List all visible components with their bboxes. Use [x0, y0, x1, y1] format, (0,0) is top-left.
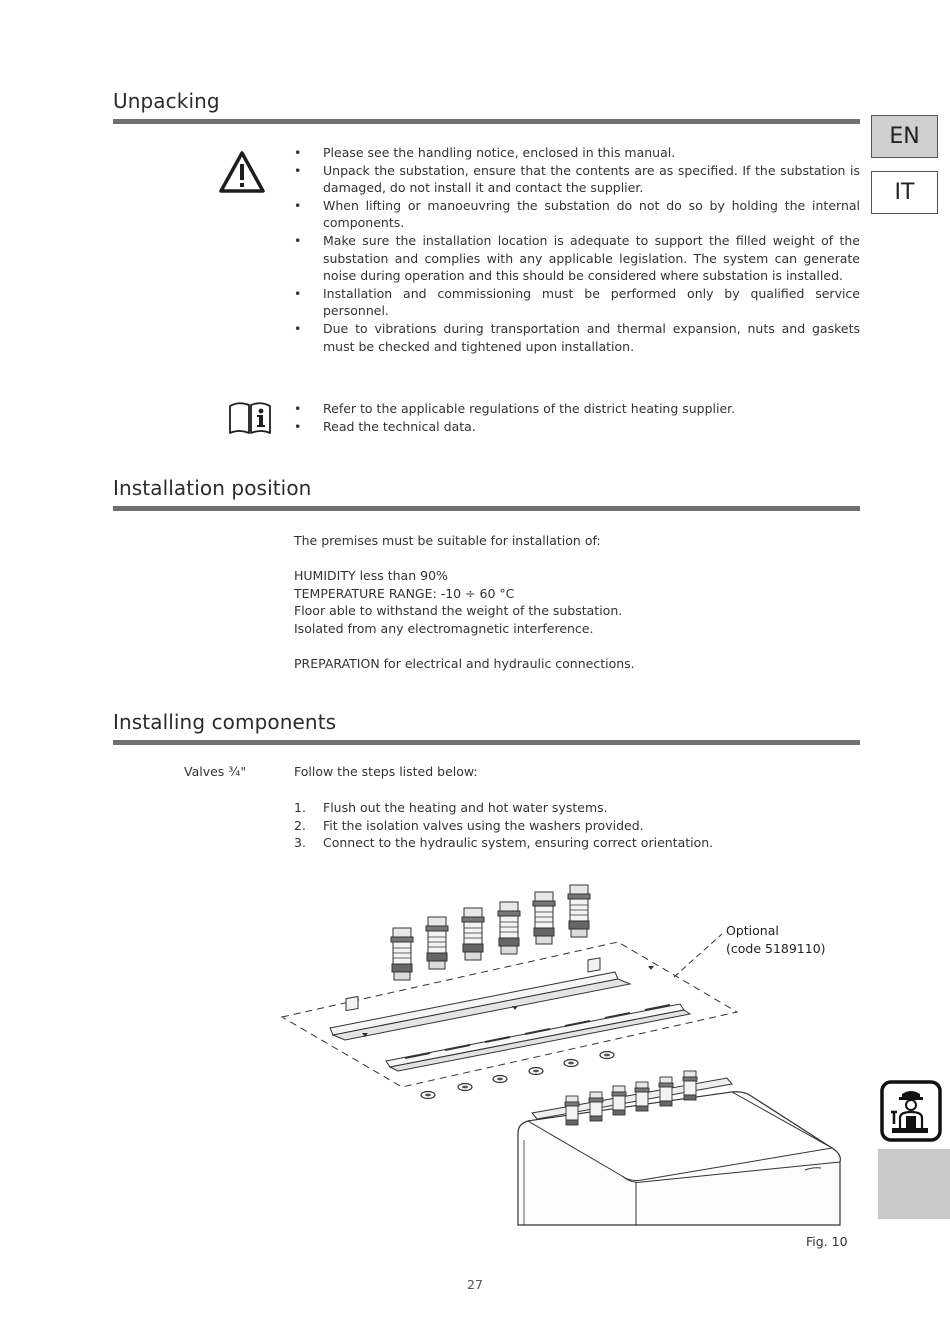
- installer-technician-icon: [880, 1080, 942, 1146]
- tab-language-it[interactable]: IT: [871, 171, 938, 214]
- side-chapter-block: [878, 1149, 950, 1219]
- figure-caption: Fig. 10: [806, 1234, 848, 1249]
- step-text: Fit the isolation valves using the washers provided.: [323, 817, 644, 833]
- list-item: • Unpack the substation, ensure that the contents are as specified. If the substation is damaged, do not install it and contact the supplier.: [294, 162, 860, 197]
- info-book-icon: [228, 400, 272, 440]
- section-rule: [113, 119, 860, 124]
- requirement-line: TEMPERATURE RANGE: -10 ÷ 60 °C: [294, 585, 515, 601]
- section-rule: [113, 740, 860, 745]
- list-item: [294, 799, 854, 817]
- step-number: 1.: [294, 800, 306, 815]
- steps-list: [294, 799, 854, 852]
- list-item: • Due to vibrations during transportation and thermal expansion, nuts and gaskets must be checked and tightened upon installation.: [294, 320, 860, 355]
- tab-language-en[interactable]: EN: [871, 115, 938, 158]
- list-item: • Make sure the installation location is adequate to support the filled weight of the substation and complies with any applicable legislation. The system can generate noise during operation and this should be considered where substation is installed.: [294, 232, 860, 285]
- step-text: Flush out the heating and hot water systems.: [323, 800, 608, 815]
- warning-list: [294, 144, 860, 355]
- optional-code: (code 5189110): [726, 940, 826, 956]
- list-item: [294, 817, 854, 835]
- optional-label: Optional: [726, 923, 779, 938]
- section-title-installing-components: Installing components: [113, 710, 337, 734]
- requirements-intro: The premises must be suitable for installation of:: [294, 533, 601, 548]
- optional-callout: [726, 922, 826, 957]
- step-number: 3.: [294, 835, 306, 851]
- info-list: [294, 400, 860, 435]
- list-item: • When lifting or manoeuvring the substation do not do so by holding the internal components.: [294, 197, 860, 232]
- preparation-line: PREPARATION for electrical and hydraulic connections.: [294, 656, 635, 672]
- step-text: Connect to the hydraulic system, ensuring correct orientation.: [323, 835, 714, 851]
- step-number: 2.: [294, 817, 306, 833]
- requirement-line: Isolated from any electromagnetic interference.: [294, 620, 594, 636]
- requirement-line: Floor able to withstand the weight of the substation.: [294, 603, 623, 619]
- list-item: • Refer to the applicable regulations of the district heating supplier.: [294, 400, 860, 418]
- installation-requirements: [294, 532, 854, 673]
- steps-intro: Follow the steps listed below:: [294, 764, 478, 779]
- section-rule: [113, 506, 860, 511]
- warning-triangle-icon: [218, 150, 266, 198]
- page-number: 27: [467, 1277, 483, 1292]
- valves-side-label: Valves ¾": [184, 764, 247, 779]
- section-title-unpacking: Unpacking: [113, 89, 220, 113]
- list-item: • Read the technical data.: [294, 418, 860, 436]
- section-title-installation-position: Installation position: [113, 476, 312, 500]
- list-item: [294, 834, 854, 852]
- list-item: • Installation and commissioning must be performed only by qualified service personnel.: [294, 285, 860, 320]
- list-item: • Please see the handling notice, enclosed in this manual.: [294, 144, 860, 162]
- requirement-line: HUMIDITY less than 90%: [294, 568, 448, 584]
